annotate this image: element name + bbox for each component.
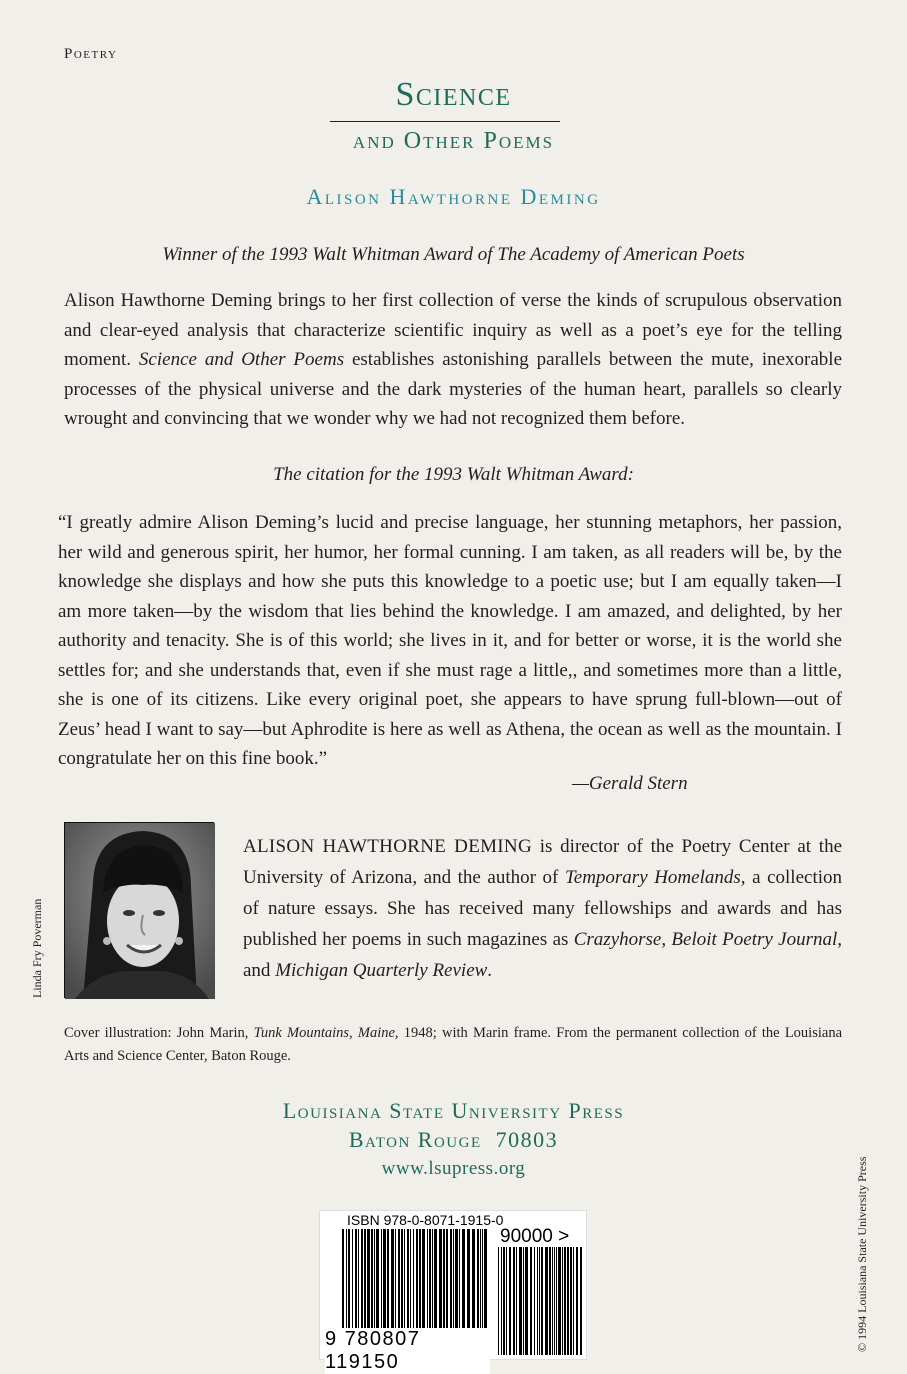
barcode-bar: [391, 1229, 394, 1333]
award-line: Winner of the 1993 Walt Whitman Award of The Academy of American Poets: [162, 244, 745, 265]
book-blurb: [64, 286, 842, 434]
barcode-bar: [398, 1229, 400, 1333]
barcode-addon-bar: [564, 1247, 566, 1355]
barcode-bar: [462, 1229, 465, 1333]
barcode-addon-bar: [549, 1247, 551, 1355]
barcode-bar: [472, 1229, 475, 1333]
barcode-bar: [484, 1229, 487, 1333]
bio-text-3: and: [243, 960, 276, 981]
cover-credit-text-2: 1948; with Marin frame. From the permanent collection of the Louisiana Arts and Science Center, Baton Rouge.: [64, 1025, 842, 1064]
bio-text-4: .: [487, 960, 493, 981]
barcode-bar: [364, 1229, 366, 1333]
barcode-bar: [434, 1229, 437, 1333]
barcode-bar: [459, 1229, 460, 1333]
photo-credit: Linda Fry Poverman: [30, 898, 44, 998]
barcode-addon-bar: [573, 1247, 574, 1355]
barcode-addon-bar: [537, 1247, 538, 1355]
barcode-bar: [480, 1229, 481, 1333]
barcode-addon-bar: [503, 1247, 505, 1355]
barcode-bar: [416, 1229, 418, 1333]
barcode-bar: [413, 1229, 414, 1333]
citation-attribution: —Gerald Stern: [572, 773, 688, 794]
barcode-addon-bar: [576, 1247, 578, 1355]
barcode-addon-bar: [570, 1247, 572, 1355]
barcode-bar: [477, 1229, 479, 1333]
barcode-addon-bar: [519, 1247, 522, 1355]
barcode-bar: [455, 1229, 458, 1333]
blurb-book-title: Science and Other Poems: [138, 349, 345, 370]
barcode-addon-bar: [541, 1247, 543, 1355]
barcode-addon-bar: [513, 1247, 515, 1355]
book-title: Science: [395, 76, 512, 113]
barcode-bar: [355, 1229, 357, 1333]
barcode-bar: [383, 1229, 386, 1333]
barcode-addon-bar: [534, 1247, 535, 1355]
publisher-website: www.lsupress.org: [381, 1158, 526, 1179]
barcode-bar: [395, 1229, 396, 1333]
barcode-bar: [410, 1229, 411, 1333]
barcode-bar: [429, 1229, 431, 1333]
barcode-bar: [346, 1229, 347, 1333]
barcode-addon-bar: [552, 1247, 553, 1355]
barcode-addon-bar: [580, 1247, 582, 1355]
barcode-addon-bar: [498, 1247, 499, 1355]
barcode-bar: [358, 1229, 359, 1333]
barcode-bar: [453, 1229, 454, 1333]
barcode-digits: 9 780807 119150: [325, 1328, 490, 1374]
barcode-bar: [404, 1229, 405, 1333]
barcode-addon-bar: [516, 1247, 517, 1355]
bio-magazines-1: Crazyhorse, Beloit Poetry Journal,: [573, 929, 842, 950]
barcode-bar: [348, 1229, 350, 1333]
barcode-addon-bar: [539, 1247, 540, 1355]
bio-book-title: Temporary Homelands,: [564, 867, 746, 888]
barcode-bar: [482, 1229, 483, 1333]
cover-credit: [64, 1022, 842, 1068]
barcode-bar: [432, 1229, 433, 1333]
barcode-bar: [367, 1229, 370, 1333]
barcode-bar: [352, 1229, 353, 1333]
copyright-notice: © 1994 Louisiana State University Press: [855, 1156, 869, 1352]
publisher-city: Baton Rouge 70803: [348, 1127, 559, 1152]
barcode-bar: [381, 1229, 382, 1333]
barcode-addon-bar: [501, 1247, 502, 1355]
barcode-bar: [419, 1229, 421, 1333]
barcode-bar: [443, 1229, 445, 1333]
bio-text-1: is director of the Poetry Center at the University of Arizona, and the author of: [243, 836, 842, 888]
barcode-bar: [467, 1229, 470, 1333]
barcode-bar: [439, 1229, 442, 1333]
barcode-bar: [376, 1229, 379, 1333]
category-label: Poetry: [64, 46, 118, 62]
barcode-addon-bar: [530, 1247, 532, 1355]
book-author: Alison Hawthorne Deming: [306, 184, 601, 209]
barcode-bar: [361, 1229, 363, 1333]
barcode-bar: [450, 1229, 452, 1333]
barcode-bar: [342, 1229, 344, 1333]
title-rule: [330, 121, 560, 122]
cover-credit-text-1: Cover illustration: John Marin,: [64, 1025, 254, 1041]
barcode-addon-bar: [525, 1247, 528, 1355]
author-portrait-image: [65, 823, 215, 999]
barcode-bar: [401, 1229, 403, 1333]
barcode-addon-bar: [506, 1247, 507, 1355]
blurb-text-1: Alison Hawthorne Deming brings to her first collection of verse the kinds of scrupulous observation and clear-eyed analysis that characterize scientific inquiry as well as a poet’s eye for the telling moment.: [64, 290, 842, 370]
barcode-bar: [427, 1229, 428, 1333]
barcode-bar: [446, 1229, 448, 1333]
barcode-addon-bar: [554, 1247, 555, 1355]
isbn-label: ISBN 978-0-8071-1915-0: [347, 1212, 504, 1228]
barcode-addon-bar: [562, 1247, 563, 1355]
bio-magazines-2: Michigan Quarterly Review: [275, 960, 488, 981]
citation-quote: “I greatly admire Alison Deming’s lucid and precise language, her stunning metaphors, her passion, her wild and generous spirit, her humor, her formal cunning. I am taken, as all readers will be, by the knowledge she displays and how she puts this knowledge to a poetic use; but I am equally taken—I am more taken—by the wisdom that lies behind the knowledge. I am amazed, and delighted, by her authority and tenacity. She is of this world; she lives in it, and for better or worse, it is the world she settles for; and she understands that, even if she must rage a little,, and sometimes more than a little, she is one of its citizens. Like every original poet, she appears to have sprung full-blown—out of Zeus’ head I want to say—but Aphrodite is here as well as Athena, the ocean as well as the mountain. I congratulate her on this fine book.”: [58, 512, 842, 769]
bio-text-2: a collection of nature essays. She has received many fellowships and awards and has published her poems in such magazines as: [243, 867, 843, 950]
author-bio: [243, 831, 842, 986]
barcode-addon-bar: [558, 1247, 561, 1355]
barcode-addon-bar: [556, 1247, 557, 1355]
barcode-bar: [407, 1229, 409, 1333]
price-code: 90000 >: [500, 1226, 570, 1247]
publisher-name: Louisiana State University Press: [282, 1098, 625, 1123]
barcode-addon-bar: [545, 1247, 548, 1355]
barcode-bar: [374, 1229, 375, 1333]
barcode-addon-bar: [567, 1247, 569, 1355]
book-subtitle: and Other Poems: [352, 128, 555, 154]
cover-artwork-title: Tunk Mountains, Maine,: [253, 1025, 399, 1041]
blurb-text-2: establishes astonishing parallels between the mute, inexorable processes of the physical universe and the dark mysteries of the human heart, parallels so clearly wrought and convincing that we wonder why we had not recognized them before.: [64, 349, 842, 429]
barcode-addon-bar: [523, 1247, 524, 1355]
barcode-addon-bar: [509, 1247, 511, 1355]
citation-heading: The citation for the 1993 Walt Whitman Award:: [273, 464, 634, 485]
barcode-bar: [371, 1229, 373, 1333]
barcode-bar: [387, 1229, 389, 1333]
author-photo: [64, 822, 214, 998]
barcode-bar: [422, 1229, 425, 1333]
bio-author-name: ALISON HAWTHORNE DEMING: [243, 836, 532, 857]
